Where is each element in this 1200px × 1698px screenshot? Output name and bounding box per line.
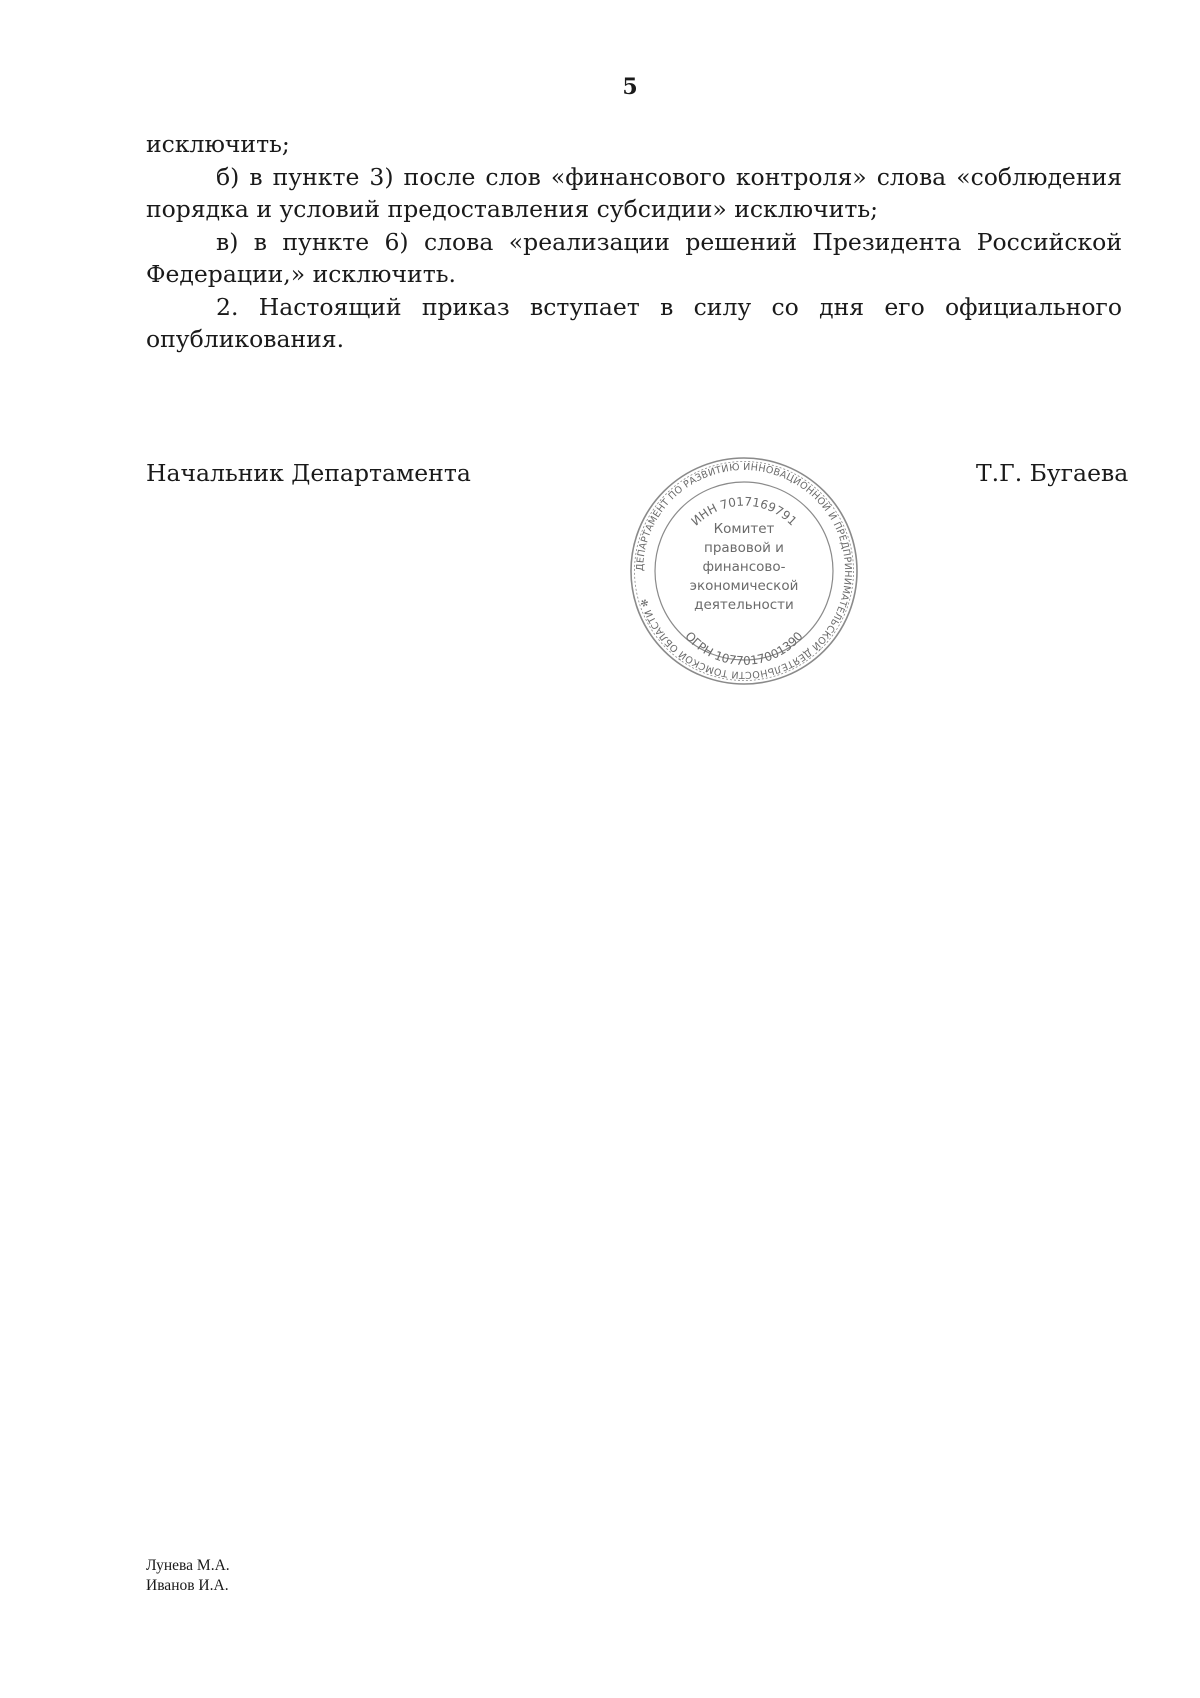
stamp-ogrn: ОГРН 1077017001390	[682, 629, 806, 668]
stamp-inn: ИНН 7017169791	[688, 494, 800, 529]
stamp-center-text	[627, 520, 861, 615]
stamp-center-line: финансово-	[702, 559, 786, 575]
official-stamp	[627, 454, 861, 688]
document-body	[146, 128, 1122, 356]
stamp-outer-text: ДЕПАРТАМЕНТ ПО РАЗВИТИЮ ИННОВАЦИОННОЙ И ПРЕДПРИНИМАТЕЛЬСКОЙ ДЕЯТЕЛЬНОСТИ ТОМСКОЙ ОБЛАСТИ ✻	[634, 461, 854, 681]
paragraph-continuation: исключить;	[146, 130, 290, 158]
author-name: Лунева М.А.	[146, 1557, 230, 1574]
paragraph-item-b: б) в пункте 3) после слов «финансового контроля» слова «соблюдения порядка и условий предоставления субсидии» исключить;	[146, 162, 1122, 223]
stamp-center-line: Комитет	[713, 521, 775, 537]
signature-title: Начальник Департамента	[146, 459, 471, 487]
stamp-center-line: правовой и	[704, 540, 784, 556]
author-name: Иванов И.А.	[146, 1577, 229, 1594]
stamp-center-line: деятельности	[694, 597, 794, 613]
signatory-name: Т.Г. Бугаева	[976, 459, 1129, 487]
stamp-center-line: экономической	[689, 578, 799, 594]
page-number: 5	[622, 74, 638, 100]
paragraph-clause-2: 2. Настоящий приказ вступает в силу со дня его официального опубликования.	[146, 292, 1122, 353]
prepared-by-block	[146, 1556, 230, 1596]
paragraph-item-v: в) в пункте 6) слова «реализации решений Президента Российской Федерации,» исключить.	[146, 227, 1122, 288]
